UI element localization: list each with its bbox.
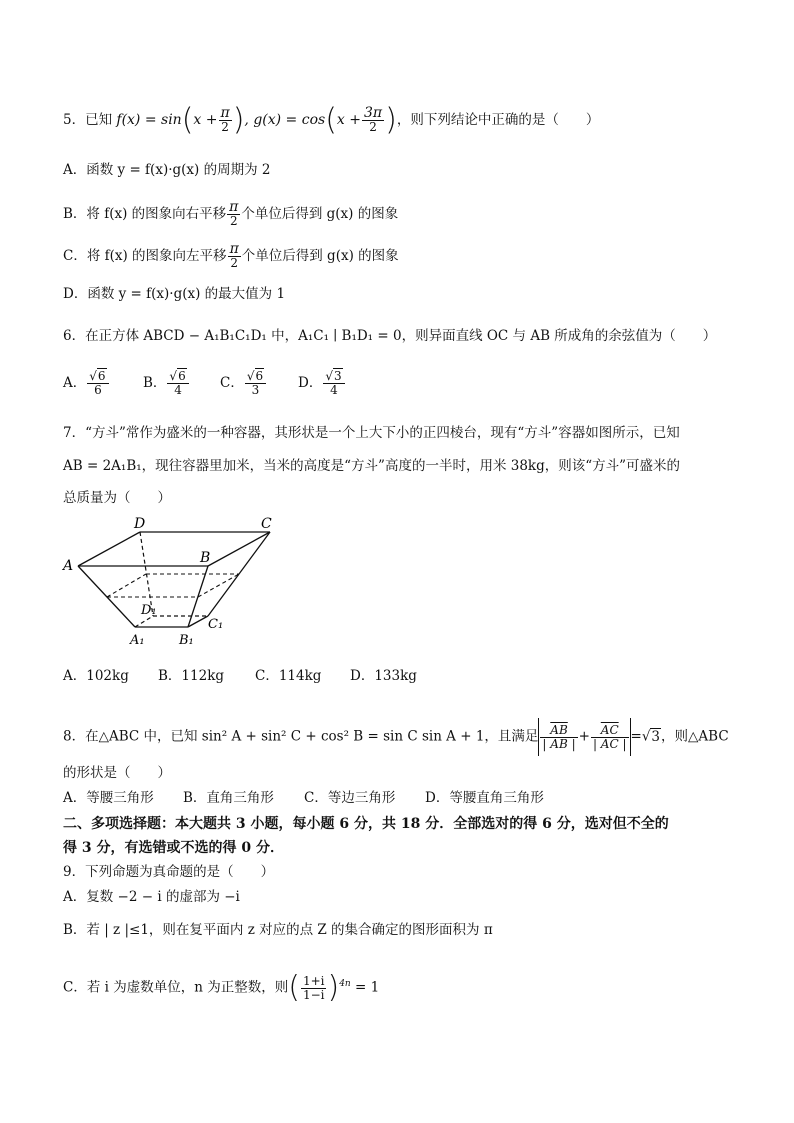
edge-BC: [208, 532, 270, 566]
q9-option-c: C．若 i 为虚数单位，n 为正整数，则( $\frac{1+i}{1-i}$ )$^{4n}$ = 1: [63, 970, 380, 1005]
q7-option-b: B．112kg: [158, 668, 225, 684]
q9-option-b: B．若 | z |≤1，则在复平面内 z 对应的点 Z 的集合确定的图形面积为 π: [63, 922, 493, 938]
section2-heading-line-2: 得 3 分，有选错或不选的得 0 分．: [63, 840, 284, 856]
q5-option-b: B．将 f(x) 的图象向右平移 $\frac{\pi}{2}$ 个单位后得到 g(x) 的图象: [63, 199, 399, 228]
q8-frac-ab: $\frac{\overline{AB}}{| AB |}$: [542, 722, 576, 751]
q8-frac-ac: $\frac{\overline{AC}}{| AC |}$: [592, 722, 627, 751]
q8-line-2: 的形状是（ ）: [63, 765, 171, 781]
section2-heading-line-1: 二、多项选择题：本大题共 3 小题，每小题 6 分，共 18 分．全部选对的得 6 分，选对但不全的: [63, 816, 669, 832]
q6-option-d: D． $\frac{√3}{4}$: [298, 370, 346, 397]
q8-option-b: B．直角三角形: [183, 790, 274, 806]
label-C1: C₁: [208, 617, 224, 632]
edge-AA1: [78, 566, 135, 627]
q6-stem: 6．在正方体 ABCD − A₁B₁C₁D₁ 中，A₁C₁ ∣ B₁D₁ = 0，则异面直线 OC 与 AB 所成角的余弦值为（ ）: [63, 328, 717, 344]
frustum-figure: [60, 512, 290, 652]
q6-option-a: A． $\frac{√6}{6}$: [63, 370, 110, 397]
label-D: D: [134, 516, 146, 532]
q5-f-frac: $\frac{\pi}{2}$: [220, 105, 230, 134]
q8-option-a: A．等腰三角形: [63, 790, 154, 806]
q5-prefix: 5．已知: [63, 112, 113, 128]
edge-AD: [78, 532, 140, 566]
q7-option-c: C．114kg: [255, 668, 322, 684]
q9-c-frac: $\frac{1+i}{1-i}$: [302, 973, 325, 1002]
q5-option-d: D．函数 y = f(x)·g(x) 的最大值为 1: [63, 286, 286, 302]
q8-option-c: C．等边三角形: [304, 790, 396, 806]
q6-option-c: C． $\frac{√6}{3}$: [220, 370, 267, 397]
mid-edge-left: [107, 574, 146, 597]
q7-line-2: AB = 2A₁B₁，现往容器里加米，当米的高度是“方斗”高度的一半时，用米 38kg，则该“方斗”可盛米的: [63, 458, 681, 474]
q5-f-arg: x +: [193, 112, 218, 128]
q5-g-arg: x +: [336, 112, 361, 128]
q9-stem: 9．下列命题为真命题的是（ ）: [63, 864, 275, 880]
q5-option-c: C．将 f(x) 的图象向左平移 $\frac{\pi}{2}$ 个单位后得到 g(x) 的图象: [63, 241, 399, 270]
q5-f-def: f(x) = sin: [116, 112, 182, 128]
label-A: A: [63, 558, 74, 574]
q5-stem: 5．已知 f(x) = sin(x + $\frac{\pi}{2}$ ), g(x) = cos(x + $\frac{3\pi}{2}$ )，则下列结论中正确的是（ ）: [63, 102, 600, 138]
label-B: B: [200, 550, 211, 566]
q8-option-d: D．等腰直角三角形: [425, 790, 544, 806]
q5-g-frac: $\frac{3\pi}{2}$: [364, 105, 383, 134]
q5-b-frac: $\frac{\pi}{2}$: [229, 199, 239, 228]
q7-line-3: 总质量为（ ）: [63, 490, 171, 506]
q9-c-exponent: 4n: [339, 979, 351, 989]
label-D1: D₁: [141, 603, 157, 618]
q7-option-a: A．102kg: [63, 668, 129, 684]
q7-option-d: D．133kg: [350, 668, 417, 684]
q8-stem: 8．在△ABC 中，已知 sin² A + sin² C + cos² B = sin C sin A + 1，且满足 $\frac{\overline{AB}}{| AB |}$ + $\frac{\overline{AC}}{| AC |}$ =√3，则△ABC: [63, 718, 729, 756]
q9-option-a: A．复数 −2 − i 的虚部为 −i: [63, 889, 240, 905]
q7-line-1: 7．“方斗”常作为盛米的一种容器，其形状是一个上大下小的正四棱台，现有“方斗”容器如图所示，已知: [63, 425, 680, 441]
q5-option-a: A．函数 y = f(x)·g(x) 的周期为 2: [63, 162, 271, 178]
label-C: C: [261, 516, 272, 532]
q5-g-def: , g(x) = cos: [244, 112, 326, 128]
q5-c-frac: $\frac{\pi}{2}$: [229, 241, 239, 270]
q6-option-b: B． $\frac{√6}{4}$: [143, 370, 190, 397]
label-B1: B₁: [179, 633, 194, 648]
label-A1: A₁: [130, 633, 145, 648]
q5-suffix: ，则下列结论中正确的是（ ）: [396, 112, 600, 128]
